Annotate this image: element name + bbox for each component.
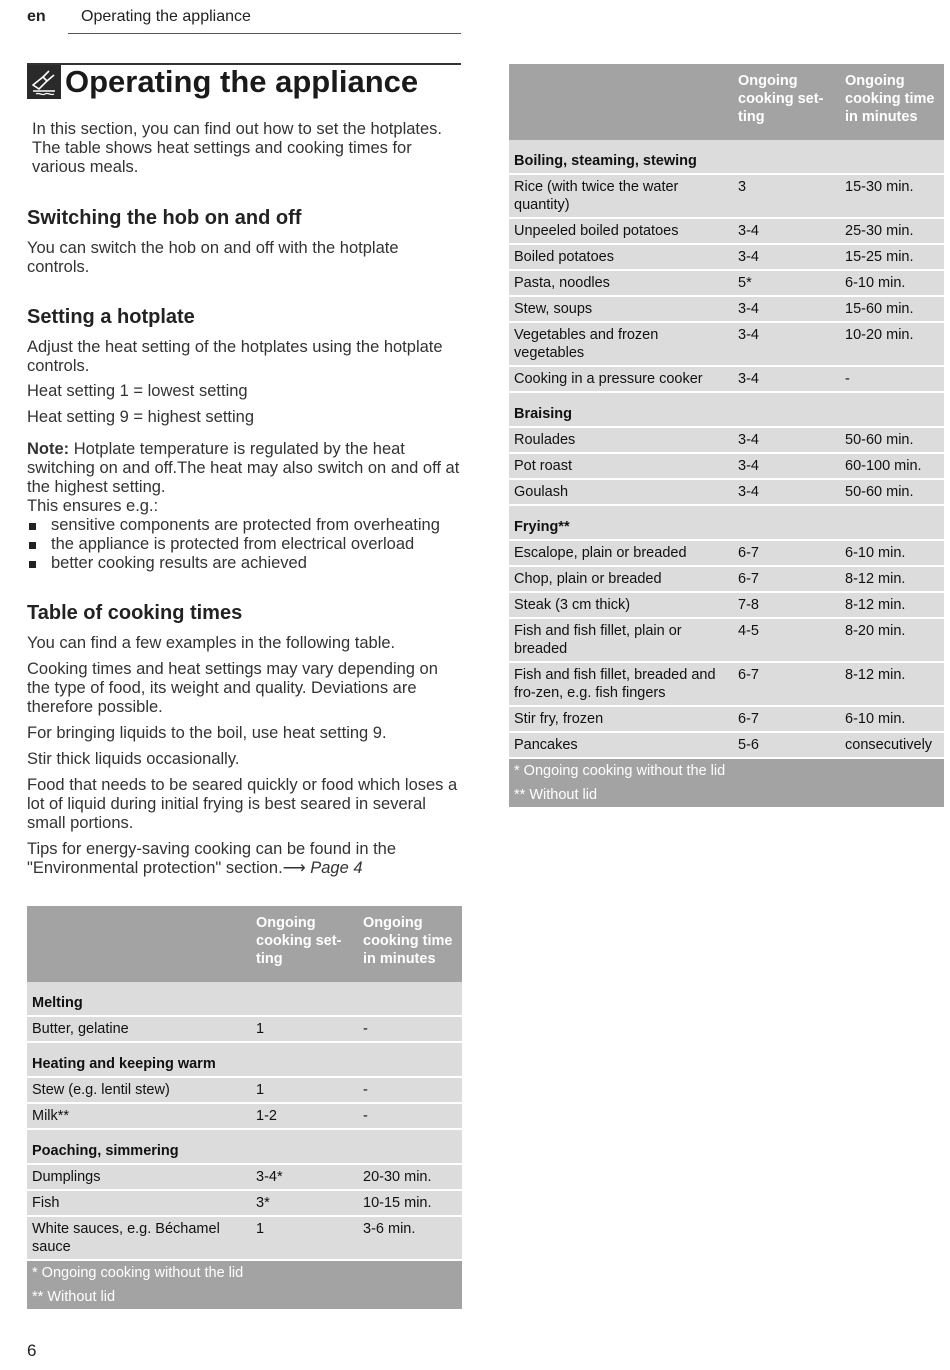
table-row	[27, 1164, 462, 1190]
cell-food: Stew (e.g. lentil stew)	[27, 1077, 251, 1103]
cell-food: Milk**	[27, 1103, 251, 1129]
cell-time: 50-60 min.	[840, 479, 944, 505]
category-label: Heating and keeping warm	[27, 1042, 462, 1077]
table-row	[509, 592, 944, 618]
cell-food: Boiled potatoes	[509, 244, 733, 270]
cell-time: 6-10 min.	[840, 540, 944, 566]
cell-food: Dumplings	[27, 1164, 251, 1190]
category-label: Braising	[509, 392, 944, 427]
cell-setting: 1	[251, 1077, 358, 1103]
cell-food: Stew, soups	[509, 296, 733, 322]
cell-setting: 3-4	[733, 322, 840, 366]
cell-setting: 3-4	[733, 218, 840, 244]
cell-food: Escalope, plain or breaded	[509, 540, 733, 566]
table-row	[509, 244, 944, 270]
cell-time: consecutively	[840, 732, 944, 758]
cell-setting: 6-7	[733, 566, 840, 592]
cell-time: 8-12 min.	[840, 566, 944, 592]
cooking-times-p3: For bringing liquids to the boil, use heat setting 9.	[27, 724, 387, 742]
cell-time: 10-20 min.	[840, 322, 944, 366]
cell-food: Stir fry, frozen	[509, 706, 733, 732]
table-row	[509, 662, 944, 706]
header-cell-setting: Ongoing cooking set-ting	[733, 64, 840, 140]
table-row	[509, 706, 944, 732]
cell-time: 60-100 min.	[840, 453, 944, 479]
footnote: ** Without lid	[509, 783, 944, 807]
table-category-row	[27, 1042, 462, 1077]
table-row	[27, 1216, 462, 1260]
cell-time: 8-12 min.	[840, 662, 944, 706]
footnote: * Ongoing cooking without the lid	[27, 1260, 462, 1285]
heading-switching: Switching the hob on and off	[27, 207, 302, 229]
cell-setting: 3	[733, 174, 840, 218]
cooking-times-table	[27, 906, 462, 1309]
cell-time: 15-25 min.	[840, 244, 944, 270]
cell-time: -	[358, 1016, 462, 1042]
header-cell-food	[509, 64, 733, 140]
category-label: Frying**	[509, 505, 944, 540]
category-label: Boiling, steaming, stewing	[509, 140, 944, 174]
cell-food: Cooking in a pressure cooker	[509, 366, 733, 392]
table-row	[509, 366, 944, 392]
title-block	[27, 60, 461, 104]
tips-text: Tips for energy-saving cooking can be found in the "Environmental protection" section.	[27, 840, 397, 877]
table-category-row	[509, 140, 944, 174]
table-row	[509, 453, 944, 479]
bullet-item: the appliance is protected from electrical overload	[27, 535, 461, 554]
table-row	[509, 566, 944, 592]
cell-setting: 3-4*	[251, 1164, 358, 1190]
cell-setting: 3-4	[733, 427, 840, 453]
intro-text: In this section, you can find out how to set the hotplates. The table shows heat settings and cooking times for various meals.	[32, 120, 443, 176]
bullet-item: better cooking results are achieved	[27, 554, 461, 573]
cell-time: 50-60 min.	[840, 427, 944, 453]
cell-food: Chop, plain or breaded	[509, 566, 733, 592]
cell-setting: 1-2	[251, 1103, 358, 1129]
cell-setting: 1	[251, 1216, 358, 1260]
note-label: Note:	[27, 440, 70, 458]
cell-setting: 3-4	[733, 244, 840, 270]
cell-setting: 3-4	[733, 479, 840, 505]
cooking-times-p6	[27, 840, 461, 878]
left-column	[27, 60, 461, 878]
header-cell-time: Ongoing cooking time in minutes	[358, 906, 462, 982]
cooking-table-right	[509, 64, 944, 807]
table-row	[509, 174, 944, 218]
footnote: ** Without lid	[27, 1285, 462, 1309]
cell-food: Steak (3 cm thick)	[509, 592, 733, 618]
cell-time: 6-10 min.	[840, 706, 944, 732]
table-category-row	[27, 982, 462, 1016]
category-label: Poaching, simmering	[27, 1129, 462, 1164]
table-category-row	[509, 505, 944, 540]
cooking-times-p2: Cooking times and heat settings may vary depending on the type of food, its weight and quality. Deviations are therefore possible.	[27, 660, 438, 716]
cell-setting: 1	[251, 1016, 358, 1042]
cell-setting: 5*	[733, 270, 840, 296]
switching-text: You can switch the hob on and off with the hotplate controls.	[27, 239, 399, 276]
arrow-right-icon: ⟶	[282, 860, 306, 877]
table-footnote-row	[509, 758, 944, 783]
header-cell-setting: Ongoing cooking set-ting	[251, 906, 358, 982]
cell-setting: 6-7	[733, 540, 840, 566]
cell-setting: 6-7	[733, 706, 840, 732]
cooking-table-left	[27, 906, 462, 1309]
table-row	[27, 1016, 462, 1042]
table-row	[509, 296, 944, 322]
table-row	[509, 322, 944, 366]
cell-food: Pancakes	[509, 732, 733, 758]
cell-food: Pot roast	[509, 453, 733, 479]
table-footnote-row	[27, 1285, 462, 1309]
cell-time: -	[358, 1103, 462, 1129]
lowest-setting-text: Heat setting 1 = lowest setting	[27, 382, 248, 400]
cooking-times-p4: Stir thick liquids occasionally.	[27, 750, 240, 768]
cell-setting: 7-8	[733, 592, 840, 618]
table-row	[509, 427, 944, 453]
cooking-times-p5: Food that needs to be seared quickly or food which loses a lot of liquid during initial frying is best seared in several small portions.	[27, 776, 458, 832]
cell-time: 15-60 min.	[840, 296, 944, 322]
cell-food: Fish	[27, 1190, 251, 1216]
category-label: Melting	[27, 982, 462, 1016]
hob-control-icon	[27, 65, 61, 99]
note-paragraph	[27, 440, 461, 497]
cell-time: 20-30 min.	[358, 1164, 462, 1190]
cell-time: 6-10 min.	[840, 270, 944, 296]
header-rule	[68, 33, 461, 34]
footnote: * Ongoing cooking without the lid	[509, 758, 944, 783]
cell-food: White sauces, e.g. Béchamel sauce	[27, 1216, 251, 1260]
table-row	[27, 1103, 462, 1129]
header-cell-food	[27, 906, 251, 982]
table-header-row	[27, 906, 462, 982]
cell-time: 8-20 min.	[840, 618, 944, 662]
table-footnote-row	[27, 1260, 462, 1285]
cell-setting: 3-4	[733, 296, 840, 322]
table-row	[509, 618, 944, 662]
cooking-times-table	[509, 64, 944, 807]
cell-time: 10-15 min.	[358, 1190, 462, 1216]
header-cell-time: Ongoing cooking time in minutes	[840, 64, 944, 140]
header-language: en	[27, 8, 46, 25]
note-text: Hotplate temperature is regulated by the heat switching on and off.The heat may also switch on and off at the highest setting.	[27, 440, 460, 496]
cell-food: Goulash	[509, 479, 733, 505]
cell-setting: 3-4	[733, 453, 840, 479]
table-row	[27, 1077, 462, 1103]
table-category-row	[509, 392, 944, 427]
table-row	[509, 732, 944, 758]
table-header-row	[509, 64, 944, 140]
cell-food: Rice (with twice the water quantity)	[509, 174, 733, 218]
cell-time: 3-6 min.	[358, 1216, 462, 1260]
table-category-row	[27, 1129, 462, 1164]
table-row	[509, 270, 944, 296]
page-title: Operating the appliance	[65, 64, 419, 99]
cell-time: -	[358, 1077, 462, 1103]
highest-setting-text: Heat setting 9 = highest setting	[27, 408, 255, 426]
table-footnote-row	[509, 783, 944, 807]
table-row	[509, 218, 944, 244]
cell-time: -	[840, 366, 944, 392]
page-reference-link[interactable]: Page 4	[310, 859, 363, 877]
cell-setting: 4-5	[733, 618, 840, 662]
table-row	[509, 540, 944, 566]
table-row	[509, 479, 944, 505]
cell-food: Vegetables and frozen vegetables	[509, 322, 733, 366]
ensures-text: This ensures e.g.:	[27, 497, 159, 515]
header-section-title: Operating the appliance	[81, 8, 251, 25]
cell-setting: 6-7	[733, 662, 840, 706]
cell-time: 8-12 min.	[840, 592, 944, 618]
bullet-item: sensitive components are protected from overheating	[27, 516, 461, 535]
cell-food: Fish and fish fillet, breaded and fro-zen, e.g. fish fingers	[509, 662, 733, 706]
cell-food: Pasta, noodles	[509, 270, 733, 296]
cell-food: Butter, gelatine	[27, 1016, 251, 1042]
cell-food: Fish and fish fillet, plain or breaded	[509, 618, 733, 662]
cell-time: 15-30 min.	[840, 174, 944, 218]
cell-setting: 5-6	[733, 732, 840, 758]
cell-time: 25-30 min.	[840, 218, 944, 244]
cell-setting: 3-4	[733, 366, 840, 392]
cell-food: Unpeeled boiled potatoes	[509, 218, 733, 244]
table-row	[27, 1190, 462, 1216]
page-number: 6	[27, 1341, 37, 1360]
heading-setting-hotplate: Setting a hotplate	[27, 306, 195, 328]
heading-cooking-times: Table of cooking times	[27, 602, 243, 624]
cell-setting: 3*	[251, 1190, 358, 1216]
cell-food: Roulades	[509, 427, 733, 453]
setting-text: Adjust the heat setting of the hotplates using the hotplate controls.	[27, 338, 443, 375]
cooking-times-p1: You can find a few examples in the following table.	[27, 634, 396, 652]
